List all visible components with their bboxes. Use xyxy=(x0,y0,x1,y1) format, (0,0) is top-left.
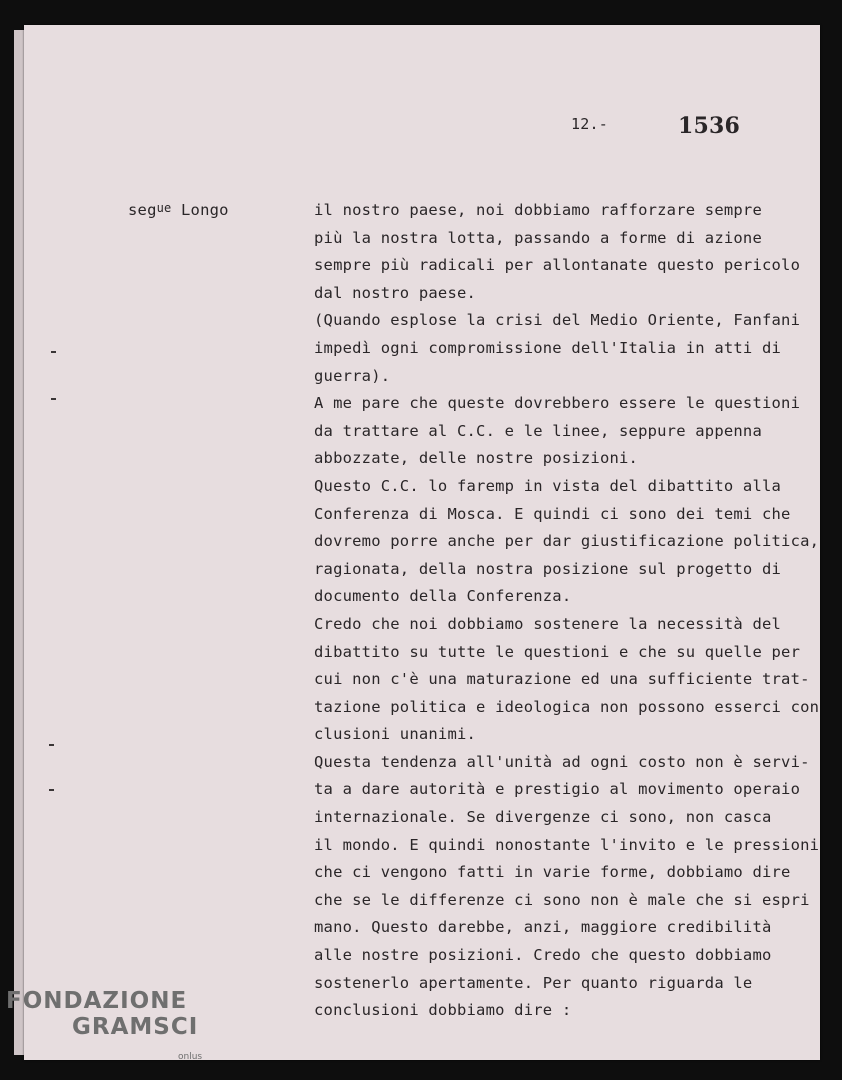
document-number: 1536 xyxy=(678,113,741,139)
text-line: ta a dare autorità e prestigio al movimento operaio xyxy=(314,780,801,799)
text-line: che ci vengono fatti in varie forme, dobbiamo dire xyxy=(314,863,791,882)
text-line: sostenerlo apertamente. Per quanto riguarda le xyxy=(314,973,753,992)
paper-edge xyxy=(14,30,24,1055)
text-line: documento della Conferenza. xyxy=(314,587,572,606)
speaker-superscript: ue xyxy=(156,201,172,215)
text-line: clusioni unanimi. xyxy=(314,725,477,744)
text-line: Questa tendenza all'unità ad ogni costo non è servi- xyxy=(314,752,810,771)
text-line: internazionale. Se divergenze ci sono, non casca xyxy=(314,808,772,827)
document-page xyxy=(24,25,820,1060)
margin-mark xyxy=(49,744,54,746)
text-line: più la nostra lotta, passando a forme di azione xyxy=(314,228,762,247)
page-number: 12.- xyxy=(571,115,608,133)
text-line: A me pare che queste dovrebbero essere le questioni xyxy=(314,394,801,413)
margin-mark xyxy=(51,398,56,400)
speaker-prefix: seg xyxy=(128,201,157,219)
text-line: sempre più radicali per allontanate questo pericolo xyxy=(314,256,801,275)
watermark-suffix: onlus xyxy=(178,1052,203,1062)
margin-mark xyxy=(49,789,54,791)
text-line: il mondo. E quindi nonostante l'invito e le pressioni xyxy=(314,835,820,854)
typed-body-text xyxy=(314,197,819,1025)
text-line: ragionata, della nostra posizione sul progetto di xyxy=(314,559,782,578)
text-line: dibattito su tutte le questioni e che su quelle per xyxy=(314,642,801,661)
text-line: (Quando esplose la crisi del Medio Oriente, Fanfani xyxy=(314,311,801,330)
watermark-line2: GRAMSCI xyxy=(72,1014,199,1040)
text-line: da trattare al C.C. e le linee, seppure appenna xyxy=(314,421,762,440)
text-line: cui non c'è una maturazione ed una sufficiente trat- xyxy=(314,670,810,689)
text-line: Questo C.C. lo faremp in vista del dibattito alla xyxy=(314,476,782,495)
text-line: impedì ogni compromissione dell'Italia in atti di xyxy=(314,338,782,357)
text-line: dal nostro paese. xyxy=(314,283,477,302)
fondazione-gramsci-watermark xyxy=(6,988,203,1062)
text-line: dovremo porre anche per dar giustificazione politica, xyxy=(314,532,820,551)
text-line: guerra). xyxy=(314,366,391,385)
text-line: il nostro paese, noi dobbiamo rafforzare sempre xyxy=(314,201,762,219)
text-line: Credo che noi dobbiamo sostenere la necessità del xyxy=(314,614,782,633)
text-line: conclusioni dobbiamo dire : xyxy=(314,1001,572,1020)
speaker-label xyxy=(128,201,229,219)
text-line: tazione politica e ideologica non possono esserci con xyxy=(314,697,820,716)
text-line: alle nostre posizioni. Credo che questo dobbiamo xyxy=(314,946,772,965)
text-line: abbozzate, delle nostre posizioni. xyxy=(314,449,639,468)
text-line: Conferenza di Mosca. E quindi ci sono dei temi che xyxy=(314,504,791,523)
text-line: che se le differenze ci sono non è male che si espri xyxy=(314,890,810,909)
speaker-name: Longo xyxy=(171,201,229,219)
margin-mark xyxy=(51,351,56,353)
text-line: mano. Questo darebbe, anzi, maggiore credibilità xyxy=(314,918,772,937)
watermark-line1: FONDAZIONE xyxy=(6,988,188,1014)
